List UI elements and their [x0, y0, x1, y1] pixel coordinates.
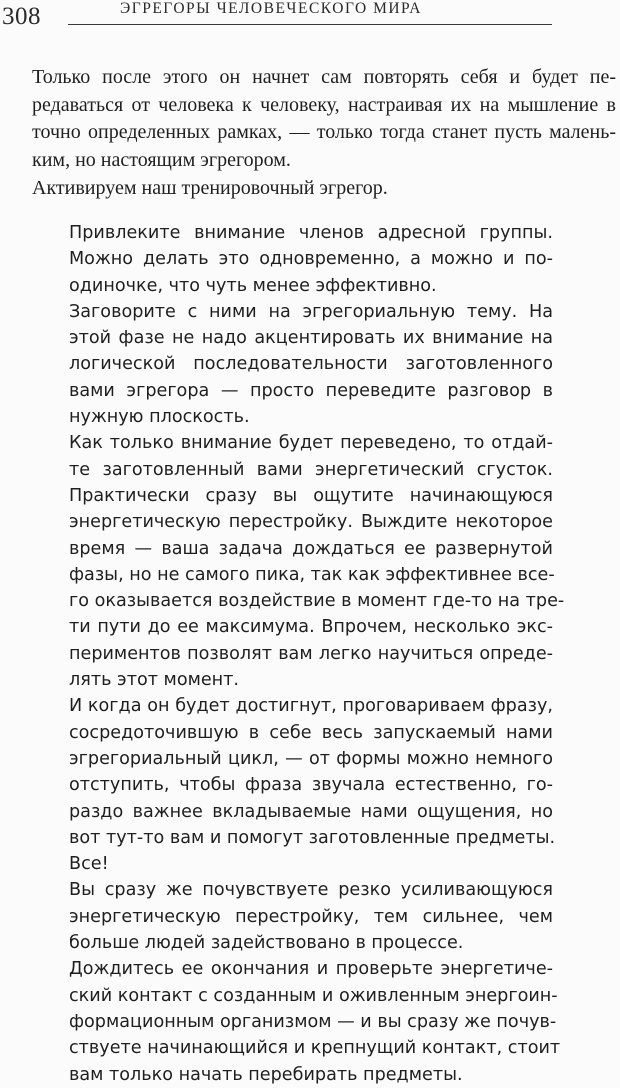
intro-line: редаваться от человека к человеку, настраивая их на мышление в [32, 93, 616, 116]
running-title: ЭГРЕГОРЫ ЧЕЛОВЕЧЕСКОГО МИРА [120, 0, 422, 17]
intro-line: ким, но настоящим эгрегором. [32, 149, 291, 172]
intro-line: точно определенных рамках, — только тогда станет пусть малень- [32, 121, 616, 144]
exercise-line: фазы, но не самого пика, так как эффективнее все- [69, 564, 555, 585]
intro-line: Только после этого он начнет сам повторять себя и будет пе- [32, 66, 616, 88]
exercise-line: одиночке, что чуть менее эффективно. [69, 275, 437, 296]
exercise-line: энергетическую перестройку. Выждите некоторое [69, 512, 553, 533]
exercise-line: вот тут-то вам и помогут заготовленные предметы. [69, 827, 556, 848]
exercise-line: го оказывается воздействие в момент где-то на тре- [69, 591, 565, 612]
exercise-line: формационным организмом — и вы сразу же почув- [69, 1011, 557, 1032]
exercise-line: сосредоточившую в себе весь запускаемый нами [69, 722, 553, 743]
exercise-block [69, 220, 565, 1088]
exercise-line: ти пути до ее максимума. Впрочем, несколько экс- [69, 617, 553, 638]
exercise-line: вами эгрегора — просто переведите разговор в [69, 380, 553, 401]
exercise-line: этой фазе не надо акцентировать их внимание на [69, 328, 553, 349]
exercise-line: эгрегориальный цикл, — от формы можно немного [69, 748, 553, 769]
header-rule [68, 24, 552, 25]
exercise-line: И когда он будет достигнут, проговариваем фразу, [69, 696, 553, 717]
exercise-line: Заговорите с ними на эгрегориальную тему. На [69, 301, 553, 322]
exercise-line: раздо важнее вкладываемые нами ощущения, но [69, 801, 553, 822]
exercise-line: Практически сразу вы ощутите начинающуюся [69, 485, 553, 506]
exercise-line: время — ваша задача дождаться ее развернутой [69, 538, 553, 559]
activate-line: Активируем наш тренировочный эгрегор. [32, 176, 388, 199]
exercise-line: периментов позволят вам легко научиться опреде- [69, 643, 553, 664]
exercise-line: Привлеките внимание членов адресной группы. [69, 223, 553, 243]
exercise-line: Как только внимание будет переведено, то отдай- [69, 433, 553, 454]
exercise-line: вам только начать перебирать предметы. [69, 1064, 463, 1085]
page-number: 308 [2, 3, 41, 30]
exercise-line: энергетическую перестройку, тем сильнее, чем [69, 906, 553, 927]
exercise-line: больше людей задействовано в процессе. [69, 933, 464, 954]
exercise-line: нужную плоскость. [69, 407, 250, 428]
intro-text [32, 64, 616, 203]
exercise-line: Вы сразу же почувствуете резко усиливающуюся [69, 880, 553, 901]
exercise-line: логической последовательности заготовленного [69, 354, 553, 375]
exercise-line: те заготовленный вами энергетический сгусток. [69, 459, 553, 480]
exercise-line: ский контакт с созданным и оживленным энергоин- [69, 985, 558, 1006]
exercise-line: отступить, чтобы фраза звучала естественно, го- [69, 775, 553, 796]
exercise-line: Дождитесь ее окончания и проверьте энергетиче- [69, 959, 553, 980]
exercise-line: ствуете начинающийся и крепнущий контакт, стоит [69, 1038, 561, 1059]
exercise-line: Можно делать это одновременно, а можно и по- [69, 249, 553, 270]
exercise-line: лять этот момент. [69, 670, 240, 691]
exercise-line: Все! [69, 854, 109, 875]
